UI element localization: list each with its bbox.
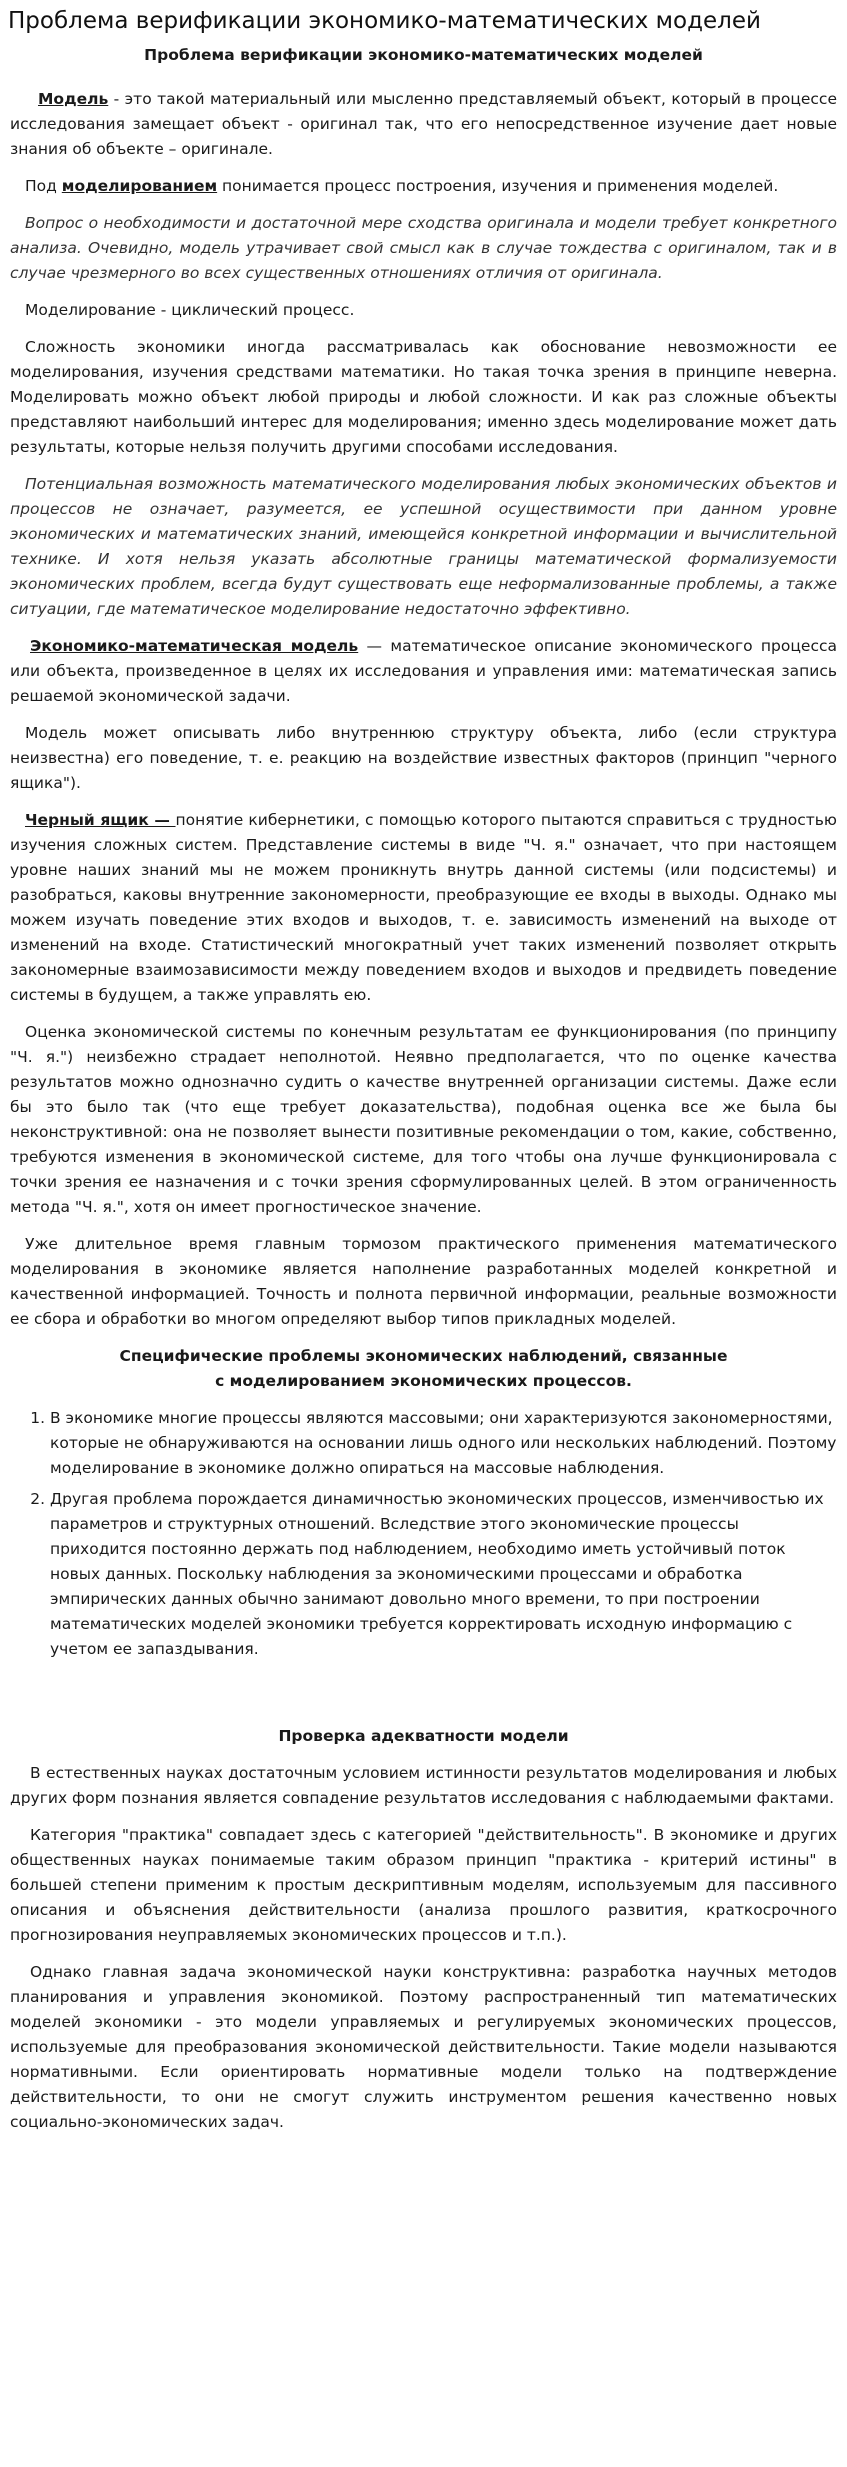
paragraph-black-box bbox=[10, 808, 837, 1008]
paragraph-practice-category: Категория "практика" совпадает здесь с категорией "действительность". В экономике и других общественных науках понимаемые таким образом принцип "практика - критерий истины" в большей степени применим к простым дескриптивным моделям, используемым для пассивного описания и объяснения действительности (анализа прошлого развития, краткосрочного прогнозирования неуправляемых экономических процессов и т.п.). bbox=[10, 1826, 837, 1944]
paragraph-text: Под bbox=[25, 177, 62, 195]
list-item: 2. Другая проблема порождается динамичностью экономических процессов, изменчивостью их параметров и структурных отношений. Вследствие этого экономические процессы приходится постоянно держать под наблюдением, необходимо иметь устойчивый поток новых данных. Поскольку наблюдения за экономическими процессами и обработка эмпирических данных обычно занимают довольно много времени, то при построении математических моделей экономики требуется корректировать исходную информацию с учетом ее запаздывания. bbox=[50, 1487, 837, 1662]
paragraph-natural-sciences: В естественных науках достаточным условием истинности результатов моделирования и любых других форм познания является совпадение результатов исследования с наблюдаемыми фактами. bbox=[10, 1764, 837, 1807]
paragraph-model-describes: Модель может описывать либо внутреннюю структуру объекта, либо (если структура неизвестна) его поведение, т. е. реакцию на воздействие известных факторов (принцип "черного ящика"). bbox=[10, 724, 837, 792]
paragraph-cyclic-process: Моделирование - циклический процесс. bbox=[25, 301, 355, 319]
problems-list bbox=[10, 1406, 837, 1662]
paragraph-economic-model-definition bbox=[10, 634, 837, 709]
term-modeling: моделированием bbox=[61, 177, 218, 195]
page-title: Проблема верификации экономико-математических моделей bbox=[8, 8, 761, 34]
list-item: 1. В экономике многие процессы являются массовыми; они характеризуются закономерностями, которые не обнаруживаются на основании лишь одного или нескольких наблюдений. Поэтому моделирование в экономике должно опираться на массовые наблюдения. bbox=[50, 1406, 837, 1481]
paragraph-economy-complexity: Сложность экономики иногда рассматривалась как обоснование невозможности ее моделирования, изучения средствами математики. Но такая точка зрения в принципе неверна. Моделировать можно объект любой природы и любой сложности. И как раз сложные объекты представляют наибольший интерес для моделирования; именно здесь моделирование может дать результаты, которые нельзя получить другими способами исследования. bbox=[10, 338, 837, 456]
paragraph-information-brake: Уже длительное время главным тормозом практического применения математического моделирования в экономике является наполнение разработанных моделей конкретной и качественной информацией. Точность и полнота первичной информации, реальные возможности ее сбора и обработки во многом определяют выбор типов прикладных моделей. bbox=[10, 1235, 837, 1328]
paragraph-constructive-task: Однако главная задача экономической науки конструктивна: разработка научных методов планирования и управления экономикой. Поэтому распространенный тип математических моделей экономики - это модели управляемых и регулируемых экономических процессов, используемые для преобразования экономической действительности. Такие модели называются нормативными. Если ориентировать нормативные модели только на подтверждение действительности, то они не смогут служить инструментом решения качественно новых социально-экономических задач. bbox=[10, 1963, 837, 2131]
paragraph-potential-possibility: Потенциальная возможность математического моделирования любых экономических объектов и процессов не означает, разумеется, ее успешной осуществимости при данном уровне экономических и математических знаний, имеющейся конкретной информации и вычислительной технике. И хотя нельзя указать абсолютные границы математической формализуемости экономических проблем, всегда будут существовать еще неформализованные проблемы, а также ситуации, где математическое моделирование недостаточно эффективно. bbox=[10, 475, 837, 618]
paragraph-text: понятие кибернетики, с помощью которого пытаются справиться с трудностью изучения сложных систем. Представление системы в виде "Ч. я." означает, что при настоящем уровне наших знаний мы не можем проникнуть внутрь данной системы (или подсистемы) и разобраться, каковы внутренние закономерности, преобразующие ее входы в выходы. Однако мы можем изучать поведение этих входов и выходов, т. е. зависимость изменений на выходе от изменений на входе. Статистический многократный учет таких изменений позволяет открыть закономерные взаимозависимости между поведением входов и выходов и предвидеть поведение системы в будущем, а также управлять ею. bbox=[10, 811, 837, 1004]
heading-line: с моделированием экономических процессов. bbox=[215, 1372, 632, 1390]
paragraph-text: понимается процесс построения, изучения и применения моделей. bbox=[217, 177, 779, 195]
section-heading-observations bbox=[10, 1344, 837, 1394]
paragraph-evaluation: Оценка экономической системы по конечным результатам ее функционирования (по принципу "Ч. я.") неизбежно страдает неполнотой. Неявно предполагается, что по оценке качества результатов можно однозначно судить о качестве внутренней организации системы. Даже если бы это было так (что еще требует доказательства), подобная оценка все же была бы неконструктивной: она не позволяет вынести позитивные рекомендации о том, какие, собственно, требуются изменения в экономической системе, для того чтобы она лучше функционировала с точки зрения ее назначения и с точки зрения сформулированных целей. В этом ограниченность метода "Ч. я.", хотя он имеет прогностическое значение. bbox=[10, 1023, 837, 1216]
paragraph-model-definition bbox=[10, 87, 837, 162]
term-model: Модель bbox=[38, 90, 109, 108]
section-heading-adequacy: Проверка адекватности модели bbox=[278, 1727, 569, 1745]
paragraph-text: — математическое описание экономического процесса или объекта, произведенное в целях их исследования и управления ими: математическая запись решаемой экономической задачи. bbox=[10, 637, 837, 705]
paragraph-modeling-definition bbox=[10, 174, 837, 199]
spacer bbox=[10, 1676, 837, 1724]
paragraph-text: - это такой материальный или мысленно представляемый объект, который в процессе исследования замещает объект - оригинал так, что его непосредственное изучение дает новые знания об объекте – оригинале. bbox=[10, 90, 837, 158]
term-economic-math-model: Экономико-математическая модель bbox=[30, 637, 359, 655]
term-black-box: Черный ящик — bbox=[25, 811, 176, 829]
heading-line: Специфические проблемы экономических наблюдений, связанные bbox=[119, 1347, 728, 1365]
document-subtitle: Проблема верификации экономико-математических моделей bbox=[144, 46, 703, 64]
paragraph-similarity-question: Вопрос о необходимости и достаточной мере сходства оригинала и модели требует конкретного анализа. Очевидно, модель утрачивает свой смысл как в случае тождества с оригиналом, так и в случае чрезмерного во всех существенных отношениях отличия от оригинала. bbox=[10, 214, 837, 282]
